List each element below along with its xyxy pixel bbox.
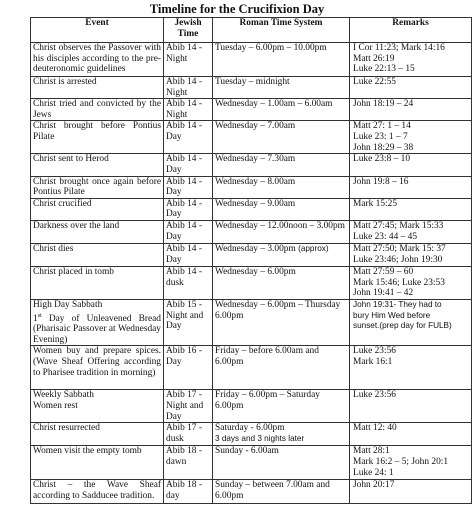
remarks-cell: [350, 154, 472, 176]
remark-line: Mark 16:1: [353, 357, 393, 368]
remarks-cell: [350, 480, 472, 504]
table-row: [31, 480, 472, 504]
roman-time-cell: [213, 423, 350, 446]
event-cell: Christ sent to Herod: [31, 154, 164, 176]
event-title: Weekly Sabbath: [33, 390, 94, 401]
roman-time-text: Saturday - 6.00pm: [215, 423, 285, 434]
roman-time-cell: Wednesday – 12.00noon – 3.00pm: [213, 220, 350, 243]
remarks-cell: [350, 99, 472, 121]
remarks-cell: [350, 43, 472, 77]
remark-line: Matt 27:45; Mark 15:33: [353, 220, 444, 231]
event-cell: Darkness over the land: [31, 220, 164, 243]
remark-line: Luke 23: 44 – 45: [353, 231, 418, 242]
remark-line: John 19:31- They had to: [353, 299, 442, 309]
remark-line: Mark 15:46; Luke 23:53: [353, 277, 445, 288]
jewish-time-cell: Abib 16 - Day: [164, 346, 213, 390]
remarks-cell: [350, 198, 472, 220]
table-row: [31, 198, 472, 220]
remarks-cell: [350, 446, 472, 480]
remark-line: John 18:29 – 38: [353, 142, 414, 153]
table-row: [31, 43, 472, 77]
roman-time-cell: Wednesday – 6.00pm: [213, 266, 350, 299]
remark-line: Luke 24: 1: [353, 467, 394, 478]
event-cell: Christ placed in tomb: [31, 266, 164, 299]
remark-line: Luke 22:13 – 15: [353, 64, 415, 75]
table-row: [31, 154, 472, 176]
roman-time-cell: Sunday - 6.00am: [213, 446, 350, 480]
remarks-cell: [350, 243, 472, 266]
remark-line: John 19:41 – 42: [353, 288, 414, 299]
roman-time-note: 3 days and 3 nights later: [215, 434, 305, 444]
remark-line: John 20:17: [353, 480, 395, 491]
event-detail: Day of Unleavened Bread (Pharisaic Passover at Wednesday Evening): [33, 313, 161, 345]
remark-line: Matt 27:59 – 60: [353, 266, 414, 277]
remark-line: Luke 23:46; John 19:30: [353, 254, 443, 265]
remarks-cell: [350, 220, 472, 243]
jewish-time-cell: Abib 18 - day: [164, 480, 213, 504]
table-row: [31, 99, 472, 121]
remark-line: Luke 23:56: [353, 390, 396, 401]
remark-line: Luke 22:55: [353, 77, 396, 87]
jewish-time-cell: Abib 18 - dawn: [164, 446, 213, 480]
event-cell: Christ crucified: [31, 198, 164, 220]
event-cell: Women visit the empty tomb: [31, 446, 164, 480]
jewish-time-cell: Abib 14 - Night: [164, 77, 213, 99]
remarks-cell: [350, 346, 472, 390]
jewish-time-cell: Abib 14 - Day: [164, 154, 213, 176]
jewish-time-cell: Abib 14 - Day: [164, 243, 213, 266]
event-cell: [31, 299, 164, 346]
event-cell: Christ resurrected: [31, 423, 164, 446]
table-row: [31, 299, 472, 346]
remark-line: Matt 26:19: [353, 53, 395, 64]
remarks-cell: [350, 423, 472, 446]
remarks-cell: [350, 77, 472, 99]
column-header-event: Event: [31, 18, 164, 43]
roman-time-note: (approx): [298, 243, 329, 253]
remark-line: Matt 28:1: [353, 446, 390, 457]
remark-line: Mark 16:2 – 5; John 20:1: [353, 457, 449, 468]
remarks-cell: [350, 390, 472, 423]
event-detail: Women rest: [33, 401, 78, 412]
remark-line: bury Him Wed before: [353, 310, 431, 320]
remarks-cell: [350, 266, 472, 299]
event-title: High Day Sabbath: [33, 299, 103, 310]
event-cell: Christ is arrested: [31, 77, 164, 99]
event-cell: Christ dies: [31, 243, 164, 266]
roman-time-cell: Tuesday – 6.00pm – 10.00pm: [213, 43, 350, 77]
table-row: [31, 266, 472, 299]
remark-line: Matt 27: 1 – 14: [353, 121, 411, 132]
column-header-jewish-time: Jewish Time: [164, 18, 213, 43]
event-cell: [31, 390, 164, 423]
table-row: [31, 77, 472, 99]
column-header-remarks: Remarks: [350, 18, 472, 43]
remark-line: John 18:19 – 24: [353, 99, 414, 110]
table-row: [31, 220, 472, 243]
timeline-table: [30, 17, 472, 504]
event-cell: Christ brought once again before Pontius Pilate: [31, 176, 164, 198]
jewish-time-cell: Abib 17 - Night and Day: [164, 390, 213, 423]
remark-line: Luke 23:56: [353, 346, 396, 357]
remarks-cell: [350, 121, 472, 154]
roman-time-text: Wednesday – 3.00pm: [215, 243, 296, 254]
remark-line: John 19:8 – 16: [353, 176, 409, 187]
jewish-time-cell: Abib 14 - Night: [164, 99, 213, 121]
table-row: [31, 121, 472, 154]
jewish-time-cell: Abib 15 - Night and Day: [164, 299, 213, 346]
column-header-roman-time: Roman Time System: [213, 18, 350, 43]
roman-time-cell: Wednesday – 9.00am: [213, 198, 350, 220]
event-cell: Christ – the Wave Sheaf according to Sadducee tradition.: [31, 480, 164, 504]
page-title: Timeline for the Crucifixion Day: [149, 2, 325, 16]
remark-line: Matt 27:50; Mark 15: 37: [353, 243, 446, 254]
table-row: [31, 243, 472, 266]
table-row: [31, 423, 472, 446]
table-row: [31, 346, 472, 390]
roman-time-cell: Wednesday – 7.00am: [213, 121, 350, 154]
jewish-time-cell: Abib 14 - dusk: [164, 266, 213, 299]
roman-time-cell: Friday – before 6.00am and 6.00pm: [213, 346, 350, 390]
event-ordinal-suffix: st: [37, 312, 42, 319]
roman-time-cell: Friday – 6.00pm – Saturday 6.00pm: [213, 390, 350, 423]
remark-line: sunset.(prep day for FULB): [353, 321, 452, 331]
roman-time-cell: Tuesday – midnight: [213, 77, 350, 99]
jewish-time-cell: Abib 14 - Day: [164, 121, 213, 154]
remarks-cell: [350, 299, 472, 346]
table-row: [31, 176, 472, 198]
roman-time-cell: Wednesday – 6.00pm – Thursday 6.00pm: [213, 299, 350, 346]
remarks-cell: [350, 176, 472, 198]
jewish-time-cell: Abib 14 - Night: [164, 43, 213, 77]
jewish-time-cell: Abib 17 - dusk: [164, 423, 213, 446]
event-cell: Christ brought before Pontius Pilate: [31, 121, 164, 154]
roman-time-cell: [213, 243, 350, 266]
event-ordinal: 1: [33, 313, 38, 324]
jewish-time-cell: Abib 14 - Day: [164, 198, 213, 220]
event-cell: Christ tried and convicted by the Jews: [31, 99, 164, 121]
roman-time-cell: Wednesday – 1.00am – 6.00am: [213, 99, 350, 121]
remark-line: Luke 23: 1 – 7: [353, 131, 408, 142]
header-row: [31, 18, 472, 43]
jewish-time-cell: Abib 14 - Day: [164, 220, 213, 243]
remark-line: I Cor 11:23; Mark 14:16: [353, 43, 445, 53]
jewish-time-cell: Abib 14 - Day: [164, 176, 213, 198]
event-cell: Women buy and prepare spices. (Wave Sheaf Offering according to Pharisee tradition in morning): [31, 346, 164, 390]
roman-time-cell: Sunday – between 7.00am and 6.00pm: [213, 480, 350, 504]
table-row: [31, 446, 472, 480]
roman-time-cell: Wednesday – 8.00am: [213, 176, 350, 198]
remark-line: Matt 12: 40: [353, 423, 397, 434]
roman-time-cell: Wednesday – 7.30am: [213, 154, 350, 176]
remark-line: Mark 15:25: [353, 198, 398, 209]
table-row: [31, 390, 472, 423]
event-cell: Christ observes the Passover with his disciples according to the pre-deuteronomic guidelines: [31, 43, 164, 77]
remark-line: Luke 23:8 – 10: [353, 154, 411, 165]
